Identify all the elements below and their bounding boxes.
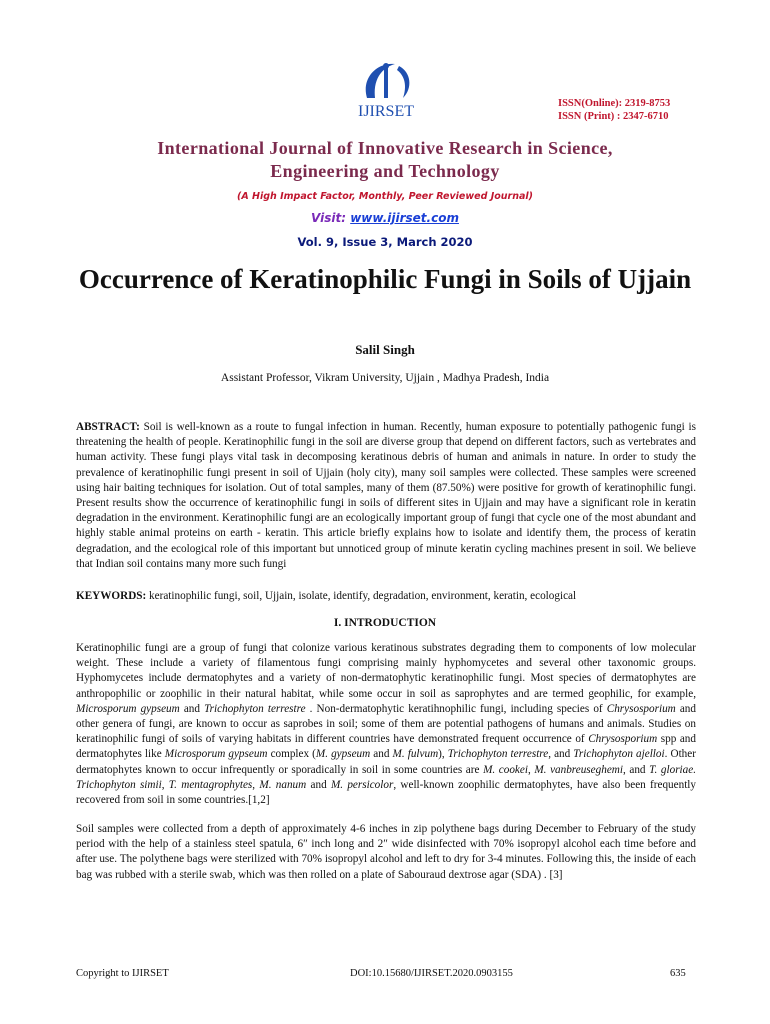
text-run: and (179, 702, 205, 715)
text-run: , well-known zoophilic dermatophytes, have also been frequently recovered from soil in some countries.[1,2] (76, 778, 697, 807)
species-name: T. gloriae. Trichophyton simii (76, 763, 697, 791)
issn-online: ISSN(Online): 2319-8753 (558, 98, 671, 109)
text-run: and (370, 748, 393, 761)
species-name: M. fulvum (392, 748, 439, 761)
text-run: complex ( (267, 748, 316, 761)
paper-title: Occurrence of Keratinophilic Fungi in Soils of Ujjain (78, 264, 692, 294)
text-run: . Other dermatophytes known to occur infrequently or sporadically in soil in some countries are (76, 748, 696, 776)
text-run: , (252, 778, 260, 791)
journal-url-link[interactable]: www.ijirset.com (350, 211, 459, 225)
visit-label: Visit: (311, 211, 347, 225)
species-name: Trichophyton terrestre (204, 702, 306, 715)
text-run: , and (622, 763, 650, 776)
footer-copyright: Copyright to IJIRSET (76, 968, 169, 979)
logo-text: IJIRSET (358, 103, 414, 120)
text-run: ), (438, 748, 448, 761)
intro-paragraph-1 (76, 641, 696, 808)
keywords (76, 589, 696, 604)
abstract-text: Soil is well-known as a route to fungal infection in human. Recently, human exposure to potentially pathogenic fungi is threatening the health of people. Keratinophilic fungi in the soil are diverse group that depend on different factors, such as vertebrates and human activity. These fungi plays vital task in decomposing keratinous debris of human and animals in nature. In order to study the prevalence of keratinophilic fungi present in soil of Ujjain (holy city), many soil samples were collected. These samples were screened using hair baiting techniques for isolation. Out of total samples, many of them (87.50%) were positive for growth of keratinophilic fungi. Present results show the occurrence of keratinophilic fungi in soils of different sites in Ujjain and may have a significant role in keratin degradation in the environment. Keratinophilic fungi are an ecologically important group of fungi that cycle one of the most abundant and highly stable animal proteins on earth - keratin. This article briefly explains how to isolate and identify them, the process of keratin degradation, and the ecological role of this important but unnoticed group of minute keratin cycling machines present in soil. We believe that Indian soil contains many more such fungi (76, 421, 697, 570)
species-name: M. persicolor (330, 778, 394, 791)
species-name: Chrysosporium (588, 733, 658, 746)
species-name: Microsporum gypseum (76, 702, 180, 715)
species-name: T. mentagrophytes (168, 778, 253, 791)
text-run: , (161, 778, 169, 791)
text-run: and (306, 778, 331, 791)
issn-block (558, 97, 670, 123)
species-name: Microsporum gypseum (164, 748, 268, 761)
ijirset-logo (337, 58, 435, 122)
footer-page-number: 635 (670, 968, 686, 979)
intro-paragraph-2: Soil samples were collected from a depth of approximately 4-6 inches in zip polythene bags during December to February of the study period with the help of a stainless steel spatula, 6″ inch long and 2″ wide disinfected with 70% isopropyl alcohol each time before and after use. The polythene bags were sterilized with 70% isopropyl alcohol and left to dry for 3-4 minutes. Following this, the inside of each bag was rubbed with a sterile swab, which was then rolled on a plate of Sabouraud dextrose agar (SDA) . [3] (76, 823, 696, 881)
footer-doi: DOI:10.15680/IJIRSET.2020.0903155 (350, 968, 513, 979)
text-run: spp and dermatophytes like (76, 733, 696, 761)
abstract (76, 420, 696, 572)
text-run: . Non-dermatophytic keratihnophilic fungi, including species of (305, 702, 607, 715)
species-name: Chrysosporium (606, 702, 676, 715)
species-name: Trichophyton terrestre (447, 748, 549, 761)
keywords-text: keratinophilic fungi, soil, Ujjain, isolate, identify, degradation, environment, keratin, ecological (149, 590, 577, 602)
text-run: Keratinophilic fungi are a group of fungi that colonize various keratinous substrates degrading them to components of low molecular weight. These include a variety of filamentous fungi comprising mainly hyphomycetes and several other taxonomic groups. Hyphomycetes include dermatophytes and a variety of non-dermatophytic keratinophilic fungi. Most species of dermatophytes are anthropophilic or zoophilic in their natural habitat, while some occur in soil as saprophytes and are termed geophilic, for example, (76, 642, 696, 700)
issn-print: ISSN (Print) : 2347-6710 (558, 111, 669, 122)
text-run: , (527, 763, 535, 776)
abstract-label: ABSTRACT: (76, 421, 140, 433)
journal-name-line1: International Journal of Innovative Research in Science, (157, 138, 613, 158)
journal-name-line2: Engineering and Technology (270, 161, 500, 181)
species-name: M. cookei (483, 763, 528, 776)
text-run: and other genera of fungi, are known to occur as saprobes in soil; some of them are potential pathogens of humans and animals. Studies on keratinophilic fungi of soils of varying habitats in different countries have demonstrated frequent occurrence of (76, 702, 696, 746)
keywords-label: KEYWORDS: (76, 590, 147, 602)
logo-swoosh-icon (366, 64, 395, 98)
author-affiliation: Assistant Professor, Vikram University, Ujjain , Madhya Pradesh, India (220, 372, 550, 384)
visit-line (0, 211, 770, 225)
species-name: Trichophyton ajelloi (573, 748, 665, 761)
author-name: Salil Singh (355, 342, 415, 357)
species-name: M. vanbreuseghemi (534, 763, 623, 776)
species-name: M. nanum (259, 778, 307, 791)
journal-tagline: (A High Impact Factor, Monthly, Peer Reviewed Journal) (237, 191, 533, 202)
volume-issue: Vol. 9, Issue 3, March 2020 (297, 235, 473, 249)
text-run: , and (548, 748, 574, 761)
section-heading-introduction: I. INTRODUCTION (333, 617, 437, 629)
species-name: M. gypseum (315, 748, 371, 761)
